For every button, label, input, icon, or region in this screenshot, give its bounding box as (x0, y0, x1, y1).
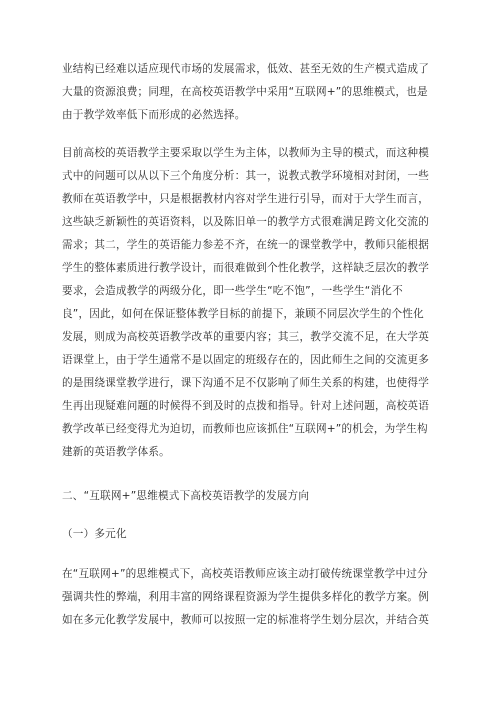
text-line: 如在多元化教学发展中，教师可以按照一定的标准将学生划分层次，并结合英 (62, 614, 429, 626)
text-line: 需求；其二，学生的英语能力参差不齐，在统一的课堂教学中，教师只能根据 (62, 239, 429, 251)
subsection-heading: （一）多元化 (62, 528, 127, 540)
text-line: 教师在英语教学中，只是根据教材内容对学生进行引导，而对于大学生而言， (62, 193, 429, 205)
text-line: 在“互联网+”的思维模式下，高校英语教师应该主动打破传统课堂教学中过分 (62, 568, 428, 580)
text-line: 发展，则成为高校英语教学改革的重要内容；其三，教学交流不足，在大学英 (62, 331, 429, 343)
text-line: 良”，因此，如何在保证整体教学目标的前提下，兼顾不同层次学生的个性化 (62, 308, 424, 320)
text-line: 学生的整体素质进行教学设计，而很难做到个性化教学，这样缺乏层次的教学 (62, 262, 429, 274)
section-heading: 二、“互联网+”思维模式下高校英语教学的发展方向 (62, 490, 310, 502)
text-line: 教学改革已经变得尤为迫切，而教师也应该抓住“互联网+”的机会，为学生构 (62, 423, 428, 435)
text-line: 要求，会造成教学的两级分化，即一些学生“吃不饱”，一些学生“消化不 (62, 285, 403, 297)
text-line: 式中的问题可以从以下三个角度分析：其一，说教式教学环境相对封闭，一些 (62, 170, 429, 182)
text-line: 语课堂上，由于学生通常不是以固定的班级存在的，因此师生之间的交流更多 (62, 354, 429, 366)
text-line: 目前高校的英语教学主要采取以学生为主体，以教师为主导的模式，而这种模 (62, 147, 429, 159)
text-line: 这些缺乏新颖性的英语资料，以及陈旧单一的教学方式很难满足跨文化交流的 (62, 216, 429, 228)
text-line: 业结构已经难以适应现代市场的发展需求，低效、甚至无效的生产模式造成了 (62, 63, 429, 75)
text-line: 由于教学效率低下而形成的必然选择。 (62, 109, 246, 121)
text-line: 建新的英语教学体系。 (62, 446, 170, 458)
text-line: 强调共性的弊端，利用丰富的网络课程资源为学生提供多样化的教学方案。例 (62, 591, 429, 603)
text-line: 生再出现疑难问题的时候得不到及时的点拨和指导。针对上述问题，高校英语 (62, 400, 429, 412)
text-line: 大量的资源浪费；同理，在高校英语教学中采用“互联网+”的思维模式，也是 (62, 86, 428, 98)
text-line: 的是围绕课堂教学进行，课下沟通不足不仅影响了师生关系的构建，也使得学 (62, 377, 429, 389)
